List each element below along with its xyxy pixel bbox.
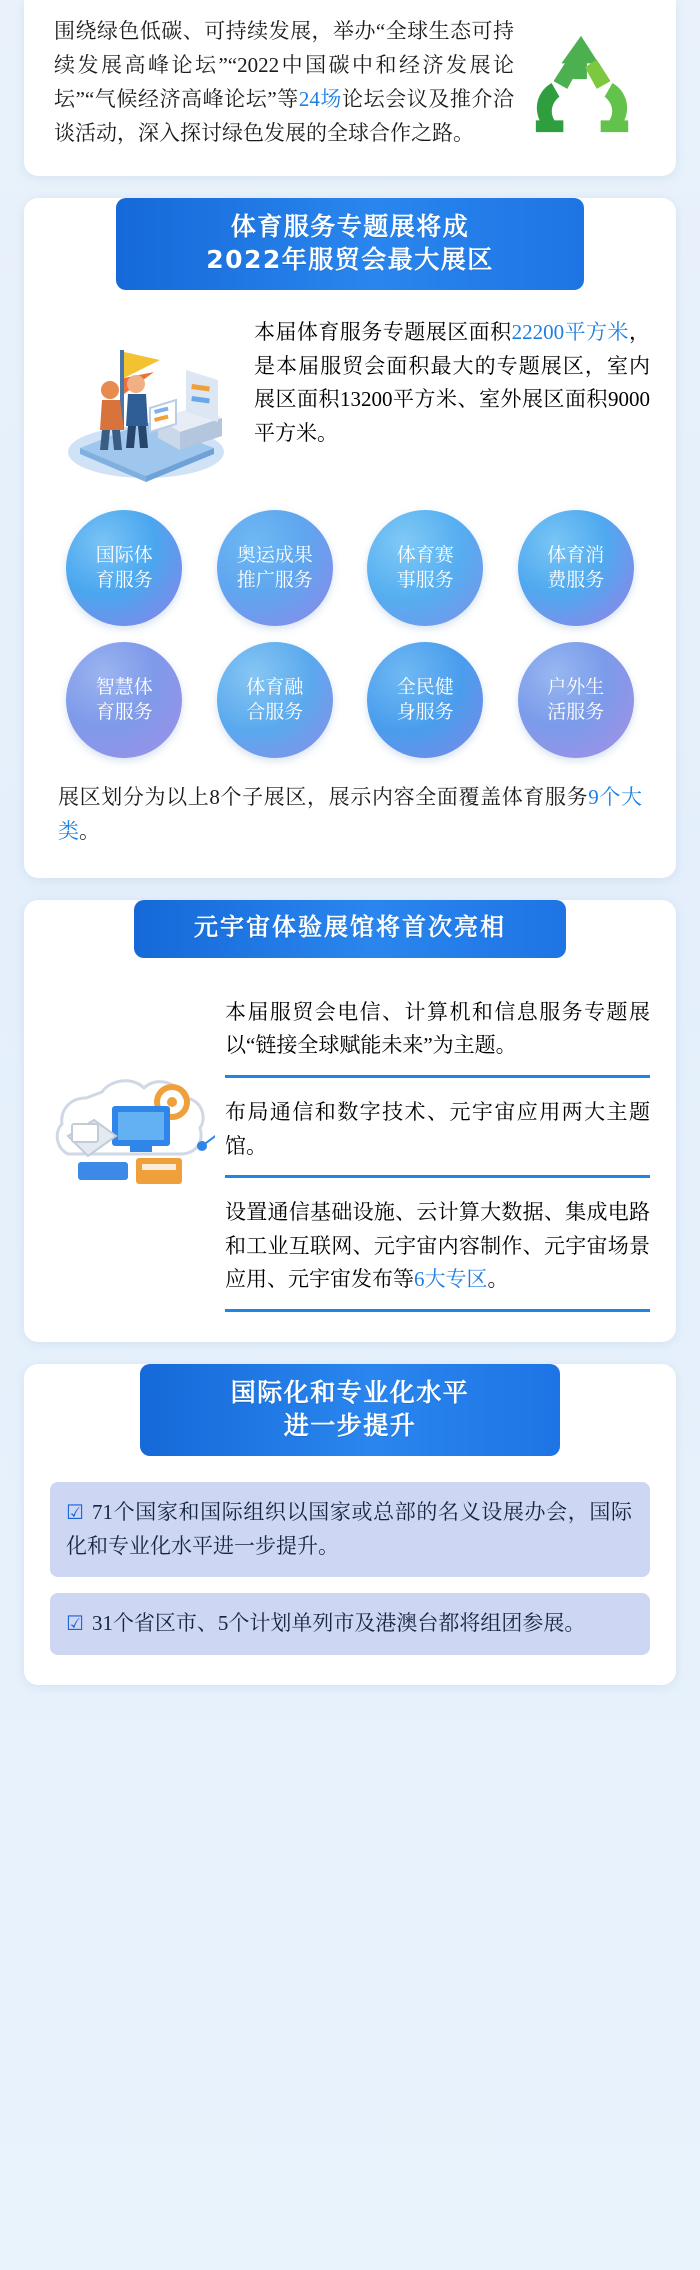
sports-footer-highlight: 9个大类 [58, 785, 643, 844]
highlight-unit: 场 [319, 87, 342, 112]
sports-footer-b: 。 [79, 819, 100, 844]
international-row-2 [50, 1593, 650, 1655]
metaverse-pavilion-card [24, 900, 676, 1342]
bubble-line1: 奥运成果 [236, 544, 313, 566]
text-seg-2: 举办“全球生态可持续发展高峰论 [54, 19, 515, 78]
metaverse-banner: 元宇宙体验展馆将首次亮相 [134, 900, 566, 958]
sports-intro-text [254, 316, 650, 450]
bubble-line1: 智慧体 [95, 676, 153, 698]
cloud-computer-illustration [50, 1040, 215, 1220]
exhibition-booth-illustration [50, 326, 240, 486]
metaverse-item-3: 设置通信基础设施、云计算大数据、集成电路和工业互联网、元宇宙内容制作、元宇宙场景应用、元宇宙发布等6大专区。 [225, 1190, 650, 1312]
check-box-icon: ☑ [66, 1499, 84, 1524]
bubble-line2: 推广服务 [236, 570, 313, 592]
sports-intro-line2a: 区面积 [447, 320, 512, 345]
bubble-line1: 体育融 [246, 676, 304, 698]
text-seg-6: 探讨绿色发展的全球合作之路。 [180, 121, 474, 146]
sports-banner-line1: 体育服务专题展将成 [230, 212, 470, 242]
bubble-line2: 育服务 [95, 702, 153, 724]
sports-area-highlight: 22200平方米 [511, 320, 629, 345]
text-seg-4: 论坛”“气候经济高峰论坛”等 [54, 53, 514, 112]
international-row-1-text: 71个国家和国际组织以国家或总部的名义设展办会，国际化和专业化水平进一步提升。 [66, 1499, 632, 1558]
bubble-line2: 活服务 [547, 702, 605, 724]
metaverse-text-list [225, 984, 650, 1312]
bubble-line1: 体育消 [547, 544, 605, 566]
bubble-sports-consumption[interactable] [518, 510, 634, 626]
bubble-line1: 国际体 [95, 544, 153, 566]
metaverse-content-row [50, 984, 650, 1312]
sports-footer-text [50, 780, 650, 848]
bubble-sports-events[interactable] [367, 510, 483, 626]
sports-banner-line2: 2022年服贸会最大展区 [206, 245, 494, 275]
bubble-line2: 合服务 [246, 702, 304, 724]
sports-service-card [24, 198, 676, 878]
bubble-smart-sports[interactable] [66, 642, 182, 758]
bubble-international-sports[interactable] [66, 510, 182, 626]
recycle-icon [524, 30, 642, 140]
bubble-text [397, 675, 454, 725]
bubble-text [547, 675, 604, 725]
international-banner-line1: 国际化和专业化水平 [230, 1377, 470, 1407]
sports-intro-lead: 本届体育服务专题展 [254, 320, 448, 345]
bubble-line2: 育服务 [95, 570, 153, 592]
international-row-2-text: 31个省区市、5个计划单列市及港澳台都将组团参展。 [91, 1611, 586, 1636]
sports-intro-rest: 本届服贸会面积最大的专题展区，室内展区面积13200平方米、室外展区面积9000平方米。 [254, 353, 651, 445]
bubble-text [237, 543, 313, 593]
text-seg-1: 围绕绿色低碳、可持续发展， [54, 19, 333, 43]
bubble-line2: 费服务 [547, 570, 605, 592]
bubble-text [246, 675, 303, 725]
metaverse-zone-highlight: 6大专区 [414, 1267, 488, 1292]
sports-footer-a: 展区划分为以上8个子展区，展示内容全面覆盖体育服务 [58, 785, 589, 810]
bubble-outdoor-life[interactable] [518, 642, 634, 758]
bubble-text [547, 543, 604, 593]
sports-intro-line2b: ，是 [254, 320, 650, 378]
sports-subzone-bubbles [54, 510, 646, 758]
sports-banner [116, 198, 584, 290]
bubble-line1: 全民健 [396, 676, 454, 698]
highlight-number: 24 [298, 87, 320, 112]
bubble-national-fitness[interactable] [367, 642, 483, 758]
check-box-icon: ☑ [66, 1611, 84, 1636]
bubble-sports-integration[interactable] [217, 642, 333, 758]
bubble-line2: 事服务 [396, 570, 454, 592]
international-banner-line2: 进一步提升 [283, 1410, 417, 1440]
green-low-carbon-card [24, 0, 676, 176]
bubble-olympic-promotion[interactable] [217, 510, 333, 626]
bubble-line1: 户外生 [547, 676, 605, 698]
metaverse-item-1: 本届服贸会电信、计算机和信息服务专题展以“链接全球赋能未来”为主题。 [225, 990, 650, 1078]
text-seg-3: 坛”“2022中国碳中和经济发展 [194, 53, 493, 78]
bubble-line2: 身服务 [396, 702, 454, 724]
text-seg-5: 论坛会议及推介洽谈活动，深入 [54, 87, 515, 146]
bubble-text [96, 543, 153, 593]
international-banner [140, 1364, 560, 1456]
bubble-line1: 体育赛 [396, 544, 454, 566]
internationalization-card [24, 1364, 676, 1685]
metaverse-item-2: 布局通信和数字技术、元宇宙应用两大主题馆。 [225, 1090, 650, 1178]
sports-intro-row [50, 316, 650, 486]
bubble-text [96, 675, 153, 725]
bubble-text [397, 543, 454, 593]
international-row-1 [50, 1482, 650, 1577]
